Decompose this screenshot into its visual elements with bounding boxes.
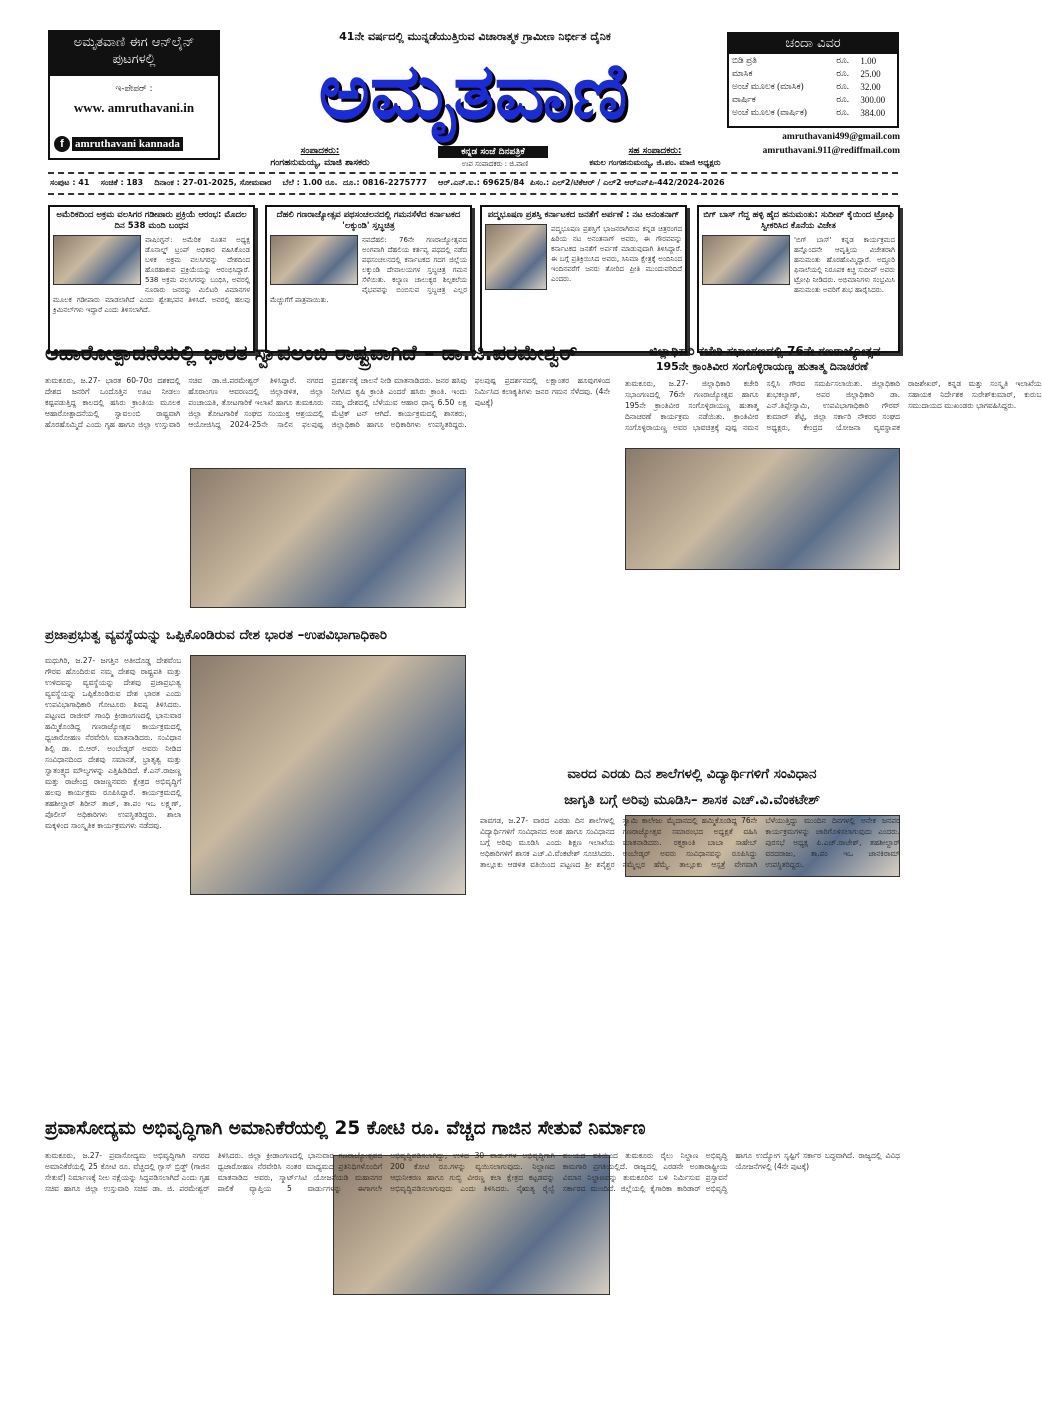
epaper-label: ಇ-ಪೇಪರ್ : (115, 84, 153, 94)
subscription-row (729, 54, 897, 67)
subscription-amount: 384.00 (860, 107, 886, 118)
story3-body: ಮಧುಗಿರಿ, ಜ.27- ಜಗತ್ತಿನ ಅತೀದೊಡ್ಡ ದೇಶವೆಂಬ ಗೌರವ ಹೊಂದಿರುವ ನಮ್ಮ ದೇಶವು ರಾಷ್ಟ್ರಪತಿ ಮತ್ತು ಉಳಿದವನ್ನು ವ್ಯವಸ್ಥೆಯನ್ನು ದೇಶವು ಪ್ರಜಾಪ್ರಭುತ್ವ ವ್ಯವಸ್ಥೆಯನ್ನು ಒಪ್ಪಿಕೊಂಡಿರುವ ದೇಶ ಭಾರತ ಎಂದು ಉಪವಿಭಾಗಾಧಿಕಾರಿ ಗೋಟೂರು ಶಿವಪ್ಪ ತಿಳಿಸಿದರು. ಪಟ್ಟಣದ ರಾಜೀವ್ ಗಾಂಧಿ ಕ್ರೀಡಾಂಗಣದಲ್ಲಿ ಭಾನುವಾರ ಹಮ್ಮಿಕೊಂಡಿದ್ದ ಗಣರಾಜ್ಯೋತ್ಸವ ಕಾರ್ಯಕ್ರಮದಲ್ಲಿ ಧ್ವಜಾರೋಹಣ ನೆರವೇರಿಸಿ ಮಾತನಾಡಿದರು. ಸಂವಿಧಾನ ಶಿಲ್ಪಿ ಡಾ. ಬಿ.ಆರ್. ಅಂಬೇಡ್ಕರ್ ಅವರು ನೀಡಿದ ಸಂವಿಧಾನದಿಂದ ದೇಶವು ಸಮಾನತೆ, ಭ್ರಾತೃತ್ವ ಮತ್ತು ಸ್ವಾತಂತ್ರ್ಯದ ಮೌಲ್ಯಗಳನ್ನು ಎತ್ತಿಹಿಡಿದಿದೆ. ಕೆ.ಎನ್.ರಾಜಣ್ಣ ಮತ್ತು ರಾಜೇಂದ್ರ ರಾಜಣ್ಣನವರು ಕ್ಷೇತ್ರದ ಅಭಿವೃದ್ಧಿಗೆ ಹಲವು ಕಾರ್ಯಕ್ರಮ ರೂಪಿಸಿದ್ದಾರೆ. ಕಾರ್ಯಕ್ರಮದಲ್ಲಿ ತಹಶೀಲ್ದಾರ್ ಶಿರೀನ್ ತಾಜ್, ತಾ.ಪಂ ಇಒ ಲಕ್ಷ್ಮಣ್, ಪೊಲೀಸ್ ಅಧಿಕಾರಿಗಳು ಉಪಸ್ಥಿತರಿದ್ದರು. ಶಾಲಾ ಮಕ್ಕಳಿಂದ ಸಾಂಸ್ಕೃತಿಕ ಕಾರ್ಯಕ್ರಮಗಳು ನಡೆದವು. (45, 656, 182, 830)
story5-body: ತುಮಕೂರು, ಜ.27- ಪ್ರವಾಸೋದ್ಯಮ ಅಭಿವೃದ್ಧಿಗಾಗಿ ನಗರದ ಅಮಾನಿಕೆರೆಯಲ್ಲಿ 25 ಕೋಟಿ ರೂ. ವೆಚ್ಚದಲ್ಲಿ ಗ್ಲಾಸ್ ಬ್ರಿಡ್ಜ್ (ಗಾಜಿನ ಸೇತುವೆ) ನಿರ್ಮಾಣಕ್ಕೆ ನೀಲ ನಕ್ಷೆಯನ್ನು ಸಿದ್ಧಪಡಿಸಲಾಗಿದೆ ಎಂದು ಗೃಹ ಸಚಿವ ಹಾಗೂ ಜಿಲ್ಲಾ ಉಸ್ತುವಾರಿ ಸಚಿವ ಡಾ. ಜಿ. ಪರಮೇಶ್ವರ್ ತಿಳಿಸಿದರು. ಜಿಲ್ಲಾ ಕ್ರೀಡಾಂಗಣದಲ್ಲಿ ಭಾನುವಾರ ಗಣರಾಜ್ಯೋತ್ಸವದ ಧ್ವಜಾರೋಹಣ ನೆರವೇರಿಸಿ ನಂತರ ಮಾಧ್ಯಮದ ಪ್ರತಿನಿಧಿಗಳೊಂದಿಗೆ ಮಾತನಾಡಿದ ಅವರು, ಸ್ಮಾರ್ಟ್‌ಸಿಟಿ ಯೋಜನೆಯಡಿ ಮಹಾನಗರ ಪಾಲಿಕೆ ವ್ಯಾಪ್ತಿಯ 5 ವಾರ್ಡುಗಳನ್ನು ಈಗಾಗಲೇ ಅಭಿವೃದ್ಧಿಪಡಿಸಲಾಗಿದ್ದು, ಉಳಿದ 30 ವಾರ್ಡುಗಳ ಅಭಿವೃದ್ಧಿಗಾಗಿ 200 ಕೋಟಿ ರೂ.ಗಳನ್ನು ವ್ಯಯಿಸಲಾಗುವುದು. ನಿಲ್ದಾಣದ ಆಧುನೀಕರಣ ಹಾಗೂ ಗುಬ್ಬಿ ವೀರಣ್ಣ ಕಲಾ ಕ್ಷೇತ್ರದ ಕಟ್ಟಡವನ್ನು ಅಭಿವೃದ್ಧಿಪಡಿಸಲಾಗುವುದು ಎಂದು ತಿಳಿಸಿದರು. ನೈಋತ್ಯ ರೈಲ್ವೆ ವಲಯದ ವತಿಯಿಂದ ತುಮಕೂರು ರೈಲು ನಿಲ್ದಾಣ ಅಭಿವೃದ್ಧಿ ಕಾಮಗಾರಿ ಪ್ರಗತಿಯಲ್ಲಿದೆ. ರಾಜ್ಯದಲ್ಲಿ ಎರಡನೇ ಅಂತಾರಾಷ್ಟ್ರೀಯ ವಿಮಾನ ನಿಲ್ದಾಣವನ್ನು ತುಮಕೂರಿನ ಬಳಿ ನಿರ್ಮಿಸುವ ಪ್ರಸ್ತಾವನೆ ಸರ್ಕಾರದ ಮುಂದಿದೆ. ಜಿಲ್ಲೆಯಲ್ಲಿ ಕೈಗಾರಿಕಾ ಕಾರಿಡಾರ್ ಅಭಿವೃದ್ಧಿ ಹಾಗೂ ಉದ್ಯೋಗ ಸೃಷ್ಟಿಗೆ ಸರ್ಕಾರ ಬದ್ಧವಾಗಿದೆ. ರಾಜ್ಯದಲ್ಲಿ ವಿವಿಧ ಯೋಜನೆಗಳಲ್ಲಿ (4ನೇ ಪುಟಕ್ಕೆ) (45, 1151, 900, 1193)
online-edition-box (48, 30, 220, 160)
story4-headline-line2: ಜಾಗೃತಿ ಬಗ್ಗೆ ಅರಿವು ಮೂಡಿಸಿ– ಶಾಸಕ ಎಚ್.ವಿ.ವೆಂಕಟೇಶ್ (564, 792, 820, 808)
story1-photo (190, 468, 466, 608)
subscription-label: ವಾರ್ಷಿಕ (732, 94, 756, 104)
story1-body-left (45, 468, 185, 608)
subscription-amount: 32.00 (860, 81, 881, 92)
top-news-headline: ಬಿಗ್ ಬಾಸ್ ಗೆದ್ದ ಹಳ್ಳಿ ಹೈದ ಹನುಮಂತು: ಸುದೀಪ್ ಕೈಯಿಂದ ಟ್ರೋಫಿ ಸ್ವೀಕರಿಸಿದ ಕೊನೆಯ ವಿಜೇತ (703, 210, 894, 231)
subscription-row (729, 67, 897, 80)
story1-headline: ಆಹಾರೋತ್ಪಾದನೆಯಲ್ಲಿ ಭಾರತ ಸ್ವಾವಲಂಬಿ ರಾಷ್ಟ್ರವಾಗಿದೆ – ಡಾ.ಜಿ.ಪರಮೇಶ್ವರ್ (45, 341, 578, 365)
issue-info-line: ಸಂಪುಟ : 41 ಸಂಚಿಕೆ : 183 ದಿನಾಂಕ : 27-01-2025, ಸೋಮವಾರ ಬೆಲೆ : 1.00 ರೂ. ದೂ.: 0816-2275777 ಆರ್.ಎನ್.ಐ.: 69625/84 ಪಿಸಂ.: ಎಲ್2/ಟಿಕೆಆರ್ / ಎಲ್2 ಆರ್‌ಎನ್‌ಪಿ-442/2024-2026 (50, 178, 725, 187)
online-edition-title: ಅಮೃತವಾಣಿ ಈಗ ಆನ್‌ಲೈನ್ ಪುಟಗಳಲ್ಲಿ (50, 32, 218, 76)
subscription-row (729, 106, 897, 119)
story2-headline-line2: 195ನೇ ಕ್ರಾಂತಿವೀರ ಸಂಗೊಳ್ಳಿರಾಯಣ್ಣ ಹುತಾತ್ಮ ದಿನಾಚರಣೆ (655, 360, 869, 373)
facebook-handle: amruthavani kannada (72, 137, 183, 151)
subscription-amount: 1.00 (860, 55, 877, 66)
masthead-logo: ಅಮೃತವಾಣಿ (318, 47, 628, 137)
coeditor-label: ಸಹ ಸಂಪಾದಕರು: (628, 146, 682, 156)
top-news-photo (702, 235, 790, 285)
tagline: 41ನೇ ವರ್ಷದಲ್ಲಿ ಮುನ್ನಡೆಯುತ್ತಿರುವ ವಿಚಾರಾತ್ಮಕ ಗ್ರಾಮೀಣ ನಿರ್ಭೀತ ದೈನಿಕ (339, 30, 611, 43)
top-news-box (480, 205, 687, 353)
subscription-table (729, 54, 897, 119)
subscription-title: ಚಂದಾ ವಿವರ (729, 34, 897, 54)
coeditor-block (580, 145, 730, 169)
story1-body-right (472, 468, 610, 608)
top-news-box (697, 205, 900, 353)
editor-block (250, 145, 390, 169)
top-news-headline: ದೆಹಲಿ ಗಣರಾಜ್ಯೋತ್ಸವ ಪಥಸಂಚಲನದಲ್ಲಿ ಗಮನಸೆಳೆದ ಕರ್ನಾಟಕದ 'ಲಕ್ಕುಂಡಿ' ಸ್ತಬ್ಧಚಿತ್ರ (276, 210, 461, 231)
subscription-amount: 25.00 (860, 68, 881, 79)
story2-photo (625, 448, 900, 570)
subscription-cur: ರೂ. (836, 107, 849, 117)
subscription-cur: ರೂ. (836, 55, 849, 65)
top-news-body: ಪದ್ಮಭೂಷಣ ಪ್ರಶಸ್ತಿಗೆ ಭಾಜನರಾಗಿರುವ ಕನ್ನಡ ಚಿತ್ರರಂಗದ ಹಿರಿಯ ನಟ ಅನಂತನಾಗ್ ಅವರು, ಈ ಗೌರವವನ್ನು ಕರ್ನಾಟಕದ ಜನತೆಗೆ ಅರ್ಪಣೆ ಮಾಡುವುದಾಗಿ ತಿಳಿಸಿದ್ದಾರೆ. ಈ ಬಗ್ಗೆ ಪ್ರತಿಕ್ರಿಯಿಸಿದ ಅವರು, ಸಿನಿಮಾ ಕ್ಷೇತ್ರಕ್ಕೆ ಅಂದಿನಿಂದ ಇಂದಿನವರೆಗೆ ಜನರು ತೋರಿದ ಪ್ರೀತಿ ಮುಂದುವರಿದಿದೆ ಎಂದರು. (551, 225, 682, 283)
story4-headline-line1: ವಾರದ ಎರಡು ದಿನ ಶಾಲೆಗಳಲ್ಲಿ ವಿದ್ಯಾರ್ಥಿಗಳಿಗೆ ಸಂವಿಧಾನ (567, 766, 817, 782)
paper-type-badge: ಕನ್ನಡ ಸಂಜೆ ದಿನಪತ್ರಿಕೆ (438, 146, 548, 158)
top-news-photo (53, 235, 141, 285)
story1-body: ತುಮಕೂರು, ಜ.27- ಭಾರತ 60-70ರ ದಶಕದಲ್ಲಿ ದೇಶದ ಜನರಿಗೆ ಒಂದೊತ್ತಿನ ಊಟ ನೀಡಲು ಕಷ್ಟಪಡುತ್ತಿದ್ದ ಕಾಲದಲ್ಲಿ ಹಸಿರು ಕ್ರಾಂತಿಯ ಮೂಲಕ ಆಹಾರೋತ್ಪಾದನೆಯಲ್ಲಿ ಸ್ವಾವಲಂಬಿ ರಾಷ್ಟ್ರವಾಗಿ ಹೊರಹೊಮ್ಮಿದೆ ಎಂದು ಗೃಹ ಹಾಗೂ ಜಿಲ್ಲಾ ಉಸ್ತುವಾರಿ ಸಚಿವ ಡಾ.ಜಿ.ಪರಮೇಶ್ವರ್ ತಿಳಿಸಿದ್ದಾರೆ. ನಗರದ ಹೊರಾಂಗಣ ಆವರಣದಲ್ಲಿ ಜಿಲ್ಲಾಡಳಿತ, ಜಿಲ್ಲಾ ಪಂಚಾಯತಿ, ತೋಟಗಾರಿಕೆ ಇಲಾಖೆ ಹಾಗೂ ತುಮಕೂರು ಜಿಲ್ಲಾ ತೋಟಗಾರಿಕೆ ಸಂಘದ ಸಂಯುಕ್ತ ಆಶ್ರಯದಲ್ಲಿ ಆಯೋಜಿಸಿದ್ದ 2024-25ನೇ ಸಾಲಿನ ಫಲಪುಷ್ಪ ಪ್ರದರ್ಶನಕ್ಕೆ ಚಾಲನೆ ನೀಡಿ ಮಾತನಾಡಿದರು. ಜನರ ಹಸಿವು ನೀಗಿಸಿದ ಕೃಷಿ ಕ್ರಾಂತಿ ಎಂದರೆ ಹಸಿರು ಕ್ರಾಂತಿ. ಇಂದು ನಮ್ಮ ದೇಶದಲ್ಲಿ ಬೆಳೆಯುವ ಆಹಾರ ಧಾನ್ಯ 6.50 ಲಕ್ಷ ಮೆಟ್ರಿಕ್ ಟನ್ ಆಗಿದೆ. ಕಾರ್ಯಕ್ರಮದಲ್ಲಿ ಶಾಸಕರು, ಜಿಲ್ಲಾಧಿಕಾರಿ ಹಾಗೂ ಅಧಿಕಾರಿಗಳು ಉಪಸ್ಥಿತರಿದ್ದರು. ಫಲಪುಷ್ಪ ಪ್ರದರ್ಶನದಲ್ಲಿ ಲಕ್ಷಾಂತರ ಹೂವುಗಳಿಂದ ನಿರ್ಮಿಸಿದ ಕಲಾಕೃತಿಗಳು ಜನರ ಗಮನ ಸೆಳೆದವು. (4ನೇ ಪುಟಕ್ಕೆ) (45, 376, 610, 429)
facebook-link[interactable] (54, 136, 183, 152)
top-news-headline: ಪದ್ಮಭೂಷಣ ಪ್ರಶಸ್ತಿ ಕರ್ನಾಟಕದ ಜನತೆಗೆ ಅರ್ಪಣೆ : ನಟ ಅನಂತನಾಗ್ (487, 210, 680, 220)
story5-headline: ಪ್ರವಾಸೋದ್ಯಮ ಅಭಿವೃದ್ಧಿಗಾಗಿ ಅಮಾನಿಕೆರೆಯಲ್ಲಿ 25 ಕೋಟಿ ರೂ. ವೆಚ್ಚದ ಗಾಜಿನ ಸೇತುವೆ ನಿರ್ಮಾಣ (45, 1118, 646, 1139)
top-news-box (265, 205, 472, 353)
email-2[interactable]: amruthavani.911@rediffmail.com (762, 146, 900, 156)
subscription-row (729, 93, 897, 106)
story3-headline: ಪ್ರಜಾಪ್ರಭುತ್ವ ವ್ಯವಸ್ಥೆಯನ್ನು ಒಪ್ಪಿಕೊಂಡಿರುವ ದೇಶ ಭಾರತ –ಉಪವಿಭಾಗಾಧಿಕಾರಿ (45, 627, 388, 643)
subscription-cur: ರೂ. (836, 94, 849, 104)
subscription-cur: ರೂ. (836, 68, 849, 78)
top-news-box (48, 205, 255, 353)
subscription-label: ಬಿಡಿ ಪ್ರತಿ (732, 55, 757, 65)
subscription-amount: 300.00 (860, 94, 886, 105)
top-news-photo (270, 235, 358, 285)
editor-name: ಗಂಗಹನುಮಯ್ಯ, ಮಾಜಿ ಶಾಸಕರು (270, 158, 370, 168)
subscription-box (727, 32, 899, 128)
top-news-body: ವಾಷಿಂಗ್ಟನ್: ಅಮೆರಿಕ ನೂತನ ಅಧ್ಯಕ್ಷ ಡೊನಾಲ್ಡ್ ಟ್ರಂಪ್ ಅಧಿಕಾರ ವಹಿಸಿಕೊಂಡ ಬಳಿಕ ಅಕ್ರಮ ವಲಸಿಗರನ್ನು ದೇಶದಿಂದ ಹೊರಹಾಕುವ ಪ್ರಕ್ರಿಯೆಯನ್ನು ಆರಂಭಿಸಿದ್ದಾರೆ. 538 ಅಕ್ರಮ ವಲಸಿಗರನ್ನು ಬಂಧಿಸಿ, ಅವರಲ್ಲಿ ನೂರಾರು ಜನರನ್ನು ಮಿಲಿಟರಿ ವಿಮಾನಗಳ ಮೂಲಕ ಗಡೀಪಾರು ಮಾಡಲಾಗಿದೆ ಎಂದು ಶ್ವೇತಭವನ ತಿಳಿಸಿದೆ. ಅವರಲ್ಲಿ ಹಲವು ಕ್ರಿಮಿನಲ್‌ಗಳು ಇದ್ದಾರೆ ಎಂದು ತಿಳಿಸಲಾಗಿದೆ. (53, 236, 250, 314)
coeditor-name: ಕಮಲ ಗಂಗಹನುಮಯ್ಯ, ಜಿ.ಪಂ. ಮಾಜಿ ಅಧ್ಯಕ್ಷರು (589, 158, 721, 167)
subscription-label: ಅಂಚೆ ಮೂಲಕ (ವಾರ್ಷಿಕ) (732, 107, 807, 117)
story2-body-cont (625, 575, 900, 755)
subscription-row (729, 80, 897, 93)
editor-label: ಸಂಪಾದಕರು: (300, 146, 340, 156)
top-news-photo (485, 224, 547, 290)
divider (48, 172, 898, 174)
facebook-icon: f (54, 136, 70, 152)
sub-editor: ಉಪ ಸಂಪಾದಕರು : ಜಿ.ವಾಣಿ (461, 160, 529, 168)
top-news-body: 'ಬಿಗ್ ಬಾಸ್' ಕನ್ನಡ ಕಾರ್ಯಕ್ರಮದ ಹನ್ನೊಂದನೇ ಆವೃತ್ತಿಯ ವಿಜೇತರಾಗಿ ಹನುಮಂತು ಹೊರಹೊಮ್ಮಿದ್ದಾರೆ. ಅದ್ದೂರಿ ಫಿನಾಲೆಯಲ್ಲಿ ನಿರೂಪಕ ಕಿಚ್ಚ ಸುದೀಪ್ ಅವರು ಟ್ರೋಫಿ ನೀಡಿದರು. ಅಭಿಮಾನಿಗಳು ಸಂಭ್ರಮಿಸಿ ಹನುಮಂತು ಅವರಿಗೆ ಶುಭ ಹಾರೈಸಿದರು. (794, 236, 895, 294)
top-news-body: ನವದೆಹಲಿ: 76ನೇ ಗಣರಾಜ್ಯೋತ್ಸವದ ಅಂಗವಾಗಿ ದೆಹಲಿಯ ಕರ್ತವ್ಯ ಪಥದಲ್ಲಿ ನಡೆದ ಪಥಸಂಚಲನದಲ್ಲಿ ಕರ್ನಾಟಕದ ಗದಗ ಜಿಲ್ಲೆಯ ಲಕ್ಕುಂಡಿ ದೇವಾಲಯಗಳ ಸ್ತಬ್ಧಚಿತ್ರ ಗಮನ ಸೆಳೆಯಿತು. ಕಲ್ಯಾಣ ಚಾಲುಕ್ಯರ ಶಿಲ್ಪಕಲೆಯ ವೈಭವವನ್ನು ಬಿಂಬಿಸುವ ಸ್ತಬ್ಧಚಿತ್ರ ಎಲ್ಲರ ಮೆಚ್ಚುಗೆಗೆ ಪಾತ್ರವಾಯಿತು. (270, 236, 467, 304)
story4-body: ಪಾವಗಡ, ಜ.27- ವಾರದ ಎರಡು ದಿನ ಶಾಲೆಗಳಲ್ಲಿ ವಿದ್ಯಾರ್ಥಿಗಳಿಗೆ ಸಂವಿಧಾನದ ಅಂಶ ಹಾಗೂ ಸಂವಿಧಾನದ ಬಗ್ಗೆ ಅರಿವು ಮೂಡಿಸಿ ಎಂದು ಶಿಕ್ಷಣ ಇಲಾಖೆಯ ಅಧಿಕಾರಿಗಳಿಗೆ ಶಾಸಕ ಎಚ್.ವಿ.ವೆಂಕಟೇಶ್ ಸೂಚಿಸಿದರು. ತಾಲ್ಲೂಕು ಆಡಳಿತ ವತಿಯಿಂದ ಪಟ್ಟಣದ ಶ್ರೀ ಶನೈಶ್ಚರ ಸ್ವಾಮಿ ಕಾಲೇಜು ಮೈದಾನದಲ್ಲಿ ಹಮ್ಮಿಕೊಂಡಿದ್ದ 76ನೇ ಗಣರಾಜ್ಯೋತ್ಸವ ಸಮಾರಂಭದ ಅಧ್ಯಕ್ಷತೆ ವಹಿಸಿ ಮಾತನಾಡಿದರು. ರಕ್ತಕ್ರಾಂತಿ ಬಾಬಾ ಸಾಹೇಬ್ ಅಂಬೇಡ್ಕರ್ ಅವರು ಸಂವಿಧಾನವನ್ನು ರೂಪಿಸಿದ್ದು ನಮ್ಮೆಲ್ಲರ ಹೆಮ್ಮೆ. ತಾಲ್ಲೂಕು ಆಸ್ಪತ್ರೆ ವೇಗವಾಗಿ ಬೆಳೆಯುತ್ತಿದ್ದು ಮುಂದಿನ ದಿನಗಳಲ್ಲಿ ಅನೇಕ ಜನಪರ ಕಾರ್ಯಕ್ರಮಗಳನ್ನು ಜಾರಿಗೊಳಿಸಲಾಗುವುದು ಎಂದರು. ಪುರಸಭೆ ಅಧ್ಯಕ್ಷ ಪಿ.ಎಚ್.ರಾಜೇಶ್, ತಹಶೀಲ್ದಾರ್ ವರದರಾಜು, ತಾ.ಪಂ ಇಒ ಜಾನಕಿರಾಮ್ ಉಪಸ್ಥಿತರಿದ್ದರು. (480, 816, 900, 869)
top-news-headline: ಅಮೆರಿಕದಿಂದ ಅಕ್ರಮ ವಲಸಿಗರ ಗಡೀಪಾರು ಪ್ರಕ್ರಿಯೆ ಆರಂಭ: ಮೊದಲ ದಿನ 538 ಮಂದಿ ಬಂಧನ (56, 210, 247, 231)
website-link[interactable]: www. amruthavani.in (73, 100, 195, 115)
email-1[interactable]: amruthavani499@gmail.com (782, 132, 900, 142)
story2-body: ತುಮಕೂರು, ಜ.27- ಜಿಲ್ಲಾಧಿಕಾರಿ ಕಚೇರಿ ಸಭಾಂಗಣದಲ್ಲಿ 76ನೇ ಗಣರಾಜ್ಯೋತ್ಸವ ಹಾಗೂ 195ನೇ ಕ್ರಾಂತಿವೀರ ಸಂಗೊಳ್ಳಿರಾಯಣ್ಣ ಹುತಾತ್ಮ ದಿನಾಚರಣೆ ಕಾರ್ಯಕ್ರಮ ನಡೆಯಿತು. ಕ್ರಾಂತಿವೀರ ಸಂಗೊಳ್ಳಿರಾಯಣ್ಣ ಅವರ ಭಾವಚಿತ್ರಕ್ಕೆ ಪುಷ್ಪ ನಮನ ಸಲ್ಲಿಸಿ ಗೌರವ ಸಮರ್ಪಿಸಲಾಯಿತು. ಜಿಲ್ಲಾಧಿಕಾರಿ ಶುಭಕಲ್ಯಾಣ್, ಅಪರ ಜಿಲ್ಲಾಧಿಕಾರಿ ಡಾ. ಎನ್.ತಿಪ್ಪೇಸ್ವಾಮಿ, ಉಪವಿಭಾಗಾಧಿಕಾರಿ ಗೌರವ್ ಕುಮಾರ್ ಶೆಟ್ಟಿ, ಜಿಲ್ಲಾ ಸರ್ಕಾರಿ ನೌಕರರ ಸಂಘದ ಅಧ್ಯಕ್ಷರು, ಕೇಂದ್ರದ ಯೋಜನಾ ವ್ಯವಸ್ಥಾಪಕ ರಾಜಶೇಖರ್, ಕನ್ನಡ ಮತ್ತು ಸಂಸ್ಕೃತಿ ಇಲಾಖೆಯ ಸಹಾಯಕ ನಿರ್ದೇಶಕ ಸುರೇಶ್‌ಕುಮಾರ್, ಕುರುಬ ಸಮುದಾಯದ ಮುಖಂಡರು ಭಾಗವಹಿಸಿದ್ದರು. (625, 379, 1042, 432)
story2-headline-line1: ಜಿಲ್ಲಾಧಿಕಾರಿ ಕಚೇರಿ ಸಭಾಂಗಣದಲ್ಲಿ 76ನೇ ಗಣರಾಜ್ಯೋತ್ಸವ (649, 344, 881, 358)
subscription-label: ಅಂಚೆ ಮೂಲಕ (ಮಾಸಿಕ) (732, 81, 804, 91)
divider (48, 193, 898, 195)
subscription-cur: ರೂ. (836, 81, 849, 91)
subscription-label: ಮಾಸಿಕ (732, 68, 753, 78)
